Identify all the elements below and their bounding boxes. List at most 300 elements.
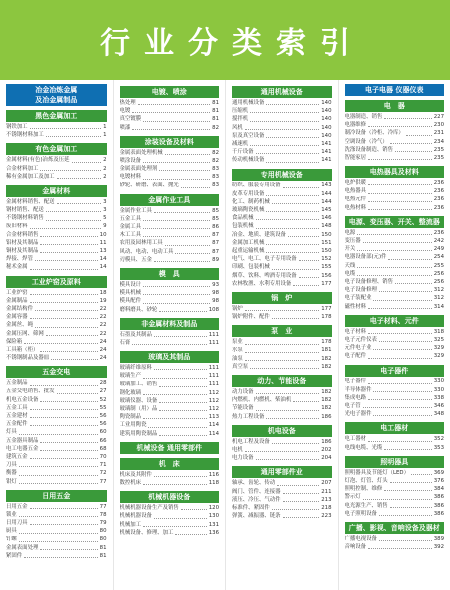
- index-entry[interactable]: [120, 430, 220, 438]
- index-entry[interactable]: [120, 331, 220, 339]
- entry-page-number: 77: [99, 478, 107, 485]
- index-entry[interactable]: [120, 149, 220, 157]
- index-entry[interactable]: [232, 504, 332, 512]
- index-entry[interactable]: [345, 477, 445, 485]
- entry-page-number: 72: [99, 470, 107, 477]
- index-entry[interactable]: [6, 173, 107, 181]
- index-entry[interactable]: [232, 272, 332, 280]
- index-entry[interactable]: [345, 286, 445, 294]
- index-entry[interactable]: [6, 379, 107, 387]
- entry-page-number: 116: [208, 471, 219, 478]
- leader-dots: [143, 286, 210, 287]
- entry-page-number: 52: [99, 396, 107, 403]
- section-heading: 机 床: [120, 458, 220, 470]
- index-entry[interactable]: [232, 404, 332, 412]
- index-entry[interactable]: [6, 131, 107, 139]
- entry-page-number: 1: [103, 123, 107, 130]
- entry-name: 工业用陶瓷: [119, 422, 147, 429]
- index-entry[interactable]: [6, 404, 107, 412]
- leader-dots: [143, 526, 207, 527]
- entry-name: 电子装配业: [344, 295, 372, 302]
- index-entry[interactable]: [345, 493, 445, 501]
- index-entry[interactable]: [120, 381, 220, 389]
- index-entry[interactable]: [232, 132, 332, 140]
- index-entry[interactable]: [345, 196, 445, 204]
- index-entry[interactable]: [6, 214, 107, 222]
- leader-dots: [245, 129, 319, 130]
- entry-name: 电镀材料: [119, 174, 142, 181]
- entry-name: 金属工具: [119, 224, 142, 231]
- entry-name: 钳灯: [6, 478, 17, 485]
- entry-page-number: 86: [212, 224, 219, 231]
- entry-page-number: 70: [99, 453, 107, 460]
- index-entry[interactable]: [6, 461, 107, 469]
- index-entry[interactable]: [232, 305, 332, 313]
- index-entry[interactable]: [232, 99, 332, 107]
- index-entry[interactable]: [6, 239, 107, 247]
- entry-page-number: 141: [321, 157, 332, 164]
- entry-page-number: 87: [212, 248, 219, 255]
- index-entry[interactable]: [345, 179, 445, 187]
- index-entry[interactable]: [6, 313, 107, 321]
- leader-dots: [19, 516, 98, 517]
- entry-page-number: 136: [208, 529, 219, 536]
- index-entry[interactable]: [232, 198, 332, 206]
- index-entry[interactable]: [232, 107, 332, 115]
- index-entry[interactable]: [6, 321, 107, 329]
- leader-dots: [390, 143, 432, 144]
- index-entry[interactable]: [232, 214, 332, 222]
- index-entry[interactable]: [6, 428, 107, 436]
- index-entry[interactable]: [345, 129, 445, 137]
- leader-dots: [384, 449, 431, 450]
- index-entry[interactable]: [345, 294, 445, 302]
- index-entry[interactable]: [120, 512, 220, 520]
- section-heading: 通用机械设备: [232, 86, 332, 98]
- leader-dots: [148, 427, 206, 428]
- entry-page-number: 111: [208, 339, 219, 346]
- index-entry[interactable]: [120, 479, 220, 487]
- index-entry[interactable]: [120, 529, 220, 537]
- index-entry[interactable]: [232, 115, 332, 123]
- entry-page-number: 386: [433, 510, 444, 517]
- leader-dots: [30, 302, 98, 303]
- entry-name: 锅炉: [232, 305, 243, 312]
- index-entry[interactable]: [345, 469, 445, 477]
- entry-page-number: 87: [212, 240, 219, 247]
- index-entry[interactable]: [345, 510, 445, 518]
- index-entry[interactable]: [120, 124, 220, 132]
- index-entry[interactable]: [6, 544, 107, 552]
- index-entry[interactable]: [120, 372, 220, 380]
- index-entry[interactable]: [120, 389, 220, 397]
- index-entry[interactable]: [6, 223, 107, 231]
- index-entry[interactable]: [232, 263, 332, 271]
- index-entry[interactable]: [120, 157, 220, 165]
- leader-dots: [368, 193, 432, 194]
- index-entry[interactable]: [232, 206, 332, 214]
- entry-name: 电力设备: [232, 455, 254, 462]
- entry-name: 刀具: [6, 462, 17, 469]
- entry-name: 模具机械: [119, 290, 142, 297]
- leader-dots: [283, 493, 320, 494]
- index-entry[interactable]: [232, 255, 332, 263]
- index-entry[interactable]: [345, 262, 445, 270]
- index-entry[interactable]: [120, 173, 220, 181]
- entry-page-number: 242: [433, 238, 444, 245]
- entry-name: 金属制品: [6, 297, 28, 304]
- entry-page-number: 182: [321, 363, 332, 370]
- entry-page-number: 186: [321, 413, 332, 420]
- section-heading: 动力、节能设备: [232, 375, 332, 387]
- entry-name: 五金器具制品: [6, 437, 39, 444]
- index-entry[interactable]: [6, 255, 107, 263]
- index-entry[interactable]: [345, 253, 445, 261]
- leader-dots: [40, 244, 97, 245]
- entry-name: 电子元件仪表: [344, 336, 377, 343]
- index-entry[interactable]: [232, 446, 332, 454]
- index-entry[interactable]: [345, 187, 445, 195]
- index-entry[interactable]: [345, 113, 445, 121]
- index-entry[interactable]: [6, 156, 107, 164]
- entry-name: 节能设备: [232, 405, 254, 412]
- index-entry[interactable]: [6, 198, 107, 206]
- entry-page-number: 234: [433, 138, 444, 145]
- entry-name: 机床及其附件: [119, 471, 152, 478]
- entry-page-number: 60: [99, 429, 107, 436]
- entry-page-number: 249: [433, 246, 444, 253]
- entry-name: 热处理: [119, 99, 136, 106]
- index-entry[interactable]: [120, 248, 220, 256]
- entry-name: 锁业: [6, 511, 17, 518]
- index-entry[interactable]: [120, 281, 220, 289]
- leader-dots: [181, 187, 210, 188]
- index-entry[interactable]: [120, 397, 220, 405]
- index-entry[interactable]: [232, 222, 332, 230]
- entry-page-number: 256: [433, 270, 444, 277]
- index-entry[interactable]: [6, 338, 107, 346]
- index-entry[interactable]: [6, 412, 107, 420]
- index-entry[interactable]: [232, 280, 332, 288]
- entry-name: 水泵: [232, 347, 243, 354]
- leader-dots: [19, 475, 98, 476]
- entry-page-number: 177: [321, 305, 332, 312]
- entry-page-number: 236: [433, 188, 444, 195]
- index-entry[interactable]: [232, 239, 332, 247]
- index-entry[interactable]: [232, 338, 332, 346]
- index-entry[interactable]: [6, 511, 107, 519]
- index-entry[interactable]: [120, 182, 220, 190]
- index-entry[interactable]: [232, 355, 332, 363]
- leader-dots: [379, 291, 432, 292]
- entry-name: 电子管: [344, 403, 361, 410]
- index-entry[interactable]: [232, 190, 332, 198]
- index-entry[interactable]: [345, 278, 445, 286]
- entry-page-number: 325: [433, 336, 444, 343]
- entry-name: 金属容器: [6, 314, 28, 321]
- index-entry[interactable]: [345, 352, 445, 360]
- index-entry[interactable]: [6, 346, 107, 354]
- index-entry[interactable]: [120, 504, 220, 512]
- index-entry[interactable]: [6, 123, 107, 131]
- entry-page-number: 79: [99, 520, 107, 527]
- entry-page-number: 182: [321, 355, 332, 362]
- index-entry[interactable]: [6, 330, 107, 338]
- index-entry[interactable]: [345, 444, 445, 452]
- leader-dots: [19, 533, 98, 534]
- index-entry[interactable]: [6, 527, 107, 535]
- entry-page-number: 204: [321, 455, 332, 462]
- leader-dots: [363, 242, 432, 243]
- index-entry[interactable]: [6, 437, 107, 445]
- leader-dots: [143, 228, 210, 229]
- entry-name: 合金材料销售: [6, 231, 39, 238]
- index-entry[interactable]: [120, 223, 220, 231]
- index-entry[interactable]: [232, 413, 332, 421]
- section-heading: 金属材料: [6, 185, 107, 197]
- leader-dots: [30, 417, 98, 418]
- leader-dots: [159, 410, 206, 411]
- index-entry[interactable]: [345, 394, 445, 402]
- index-entry[interactable]: [6, 289, 107, 297]
- index-entry[interactable]: [232, 512, 332, 520]
- index-entry[interactable]: [345, 204, 445, 212]
- index-entry[interactable]: [345, 121, 445, 129]
- entry-name: 弹簧、减振器、链条: [232, 513, 281, 520]
- index-entry[interactable]: [120, 207, 220, 215]
- entry-name: 废旧材料: [6, 223, 28, 230]
- index-entry[interactable]: [6, 354, 107, 362]
- index-entry[interactable]: [120, 289, 220, 297]
- index-entry[interactable]: [232, 496, 332, 504]
- entry-page-number: 81: [212, 99, 219, 106]
- leader-dots: [283, 517, 320, 518]
- entry-page-number: 22: [99, 322, 107, 329]
- entry-page-number: 9: [103, 223, 107, 230]
- entry-page-number: 152: [321, 256, 332, 263]
- index-entry[interactable]: [120, 215, 220, 223]
- leader-dots: [368, 201, 432, 202]
- index-entry[interactable]: [6, 231, 107, 239]
- leader-dots: [143, 121, 210, 122]
- index-entry[interactable]: [345, 410, 445, 418]
- index-entry[interactable]: [120, 239, 220, 247]
- index-entry[interactable]: [345, 402, 445, 410]
- index-entry[interactable]: [120, 231, 220, 239]
- leader-dots: [154, 212, 210, 213]
- index-entry[interactable]: [345, 344, 445, 352]
- entry-name: 钢化玻璃: [119, 389, 142, 396]
- index-entry[interactable]: [120, 339, 220, 347]
- section-heading: 日用五金: [6, 490, 107, 502]
- index-entry[interactable]: [120, 297, 220, 305]
- entry-name: 食品机械: [232, 215, 254, 222]
- index-entry[interactable]: [345, 386, 445, 394]
- index-entry[interactable]: [345, 270, 445, 278]
- index-entry[interactable]: [6, 445, 107, 453]
- index-entry[interactable]: [345, 245, 445, 253]
- entry-page-number: 236: [433, 196, 444, 203]
- index-entry[interactable]: [120, 413, 220, 421]
- index-entry[interactable]: [120, 364, 220, 372]
- section-heading: 机械机器设备: [120, 491, 220, 503]
- entry-page-number: 150: [321, 247, 332, 254]
- index-entry[interactable]: [345, 237, 445, 245]
- index-entry[interactable]: [6, 206, 107, 214]
- index-entry[interactable]: [345, 502, 445, 510]
- entry-name: 电机: [232, 446, 243, 453]
- index-entry[interactable]: [345, 154, 445, 162]
- index-entry[interactable]: [345, 378, 445, 386]
- index-entry[interactable]: [6, 420, 107, 428]
- index-entry[interactable]: [120, 421, 220, 429]
- index-entry[interactable]: [120, 306, 220, 314]
- index-entry[interactable]: [6, 552, 107, 560]
- index-entry[interactable]: [232, 363, 332, 371]
- leader-dots: [154, 336, 207, 337]
- index-entry[interactable]: [232, 396, 332, 404]
- entry-name: 冶金、地质、建筑设备: [232, 231, 286, 238]
- leader-dots: [293, 401, 319, 402]
- index-entry[interactable]: [6, 453, 107, 461]
- index-entry[interactable]: [120, 405, 220, 413]
- entry-name: 五金交电销售、批发: [6, 388, 55, 395]
- entry-name: 泵业: [232, 339, 243, 346]
- index-entry[interactable]: [232, 124, 332, 132]
- index-entry[interactable]: [120, 521, 220, 529]
- index-entry[interactable]: [232, 247, 332, 255]
- index-entry[interactable]: [232, 231, 332, 239]
- index-entry[interactable]: [6, 536, 107, 544]
- index-entry[interactable]: [232, 313, 332, 321]
- entry-name: 动力设备: [232, 389, 254, 396]
- entry-name: 锅炉附件、配件: [232, 314, 270, 321]
- leader-dots: [266, 244, 319, 245]
- entry-page-number: 3: [103, 207, 107, 214]
- index-entry[interactable]: [120, 256, 220, 264]
- index-entry[interactable]: [6, 165, 107, 173]
- leader-dots: [368, 209, 432, 210]
- entry-name: 玻璃陶瓷机械: [232, 207, 265, 214]
- leader-dots: [388, 259, 431, 260]
- leader-dots: [35, 327, 98, 328]
- index-entry[interactable]: [232, 438, 332, 446]
- index-entry[interactable]: [345, 146, 445, 154]
- index-entry[interactable]: [120, 115, 220, 123]
- entry-name: 金属加工机械: [232, 239, 265, 246]
- entry-name: 广播电视设备: [344, 535, 377, 542]
- entry-page-number: 5: [103, 215, 107, 222]
- leader-dots: [30, 524, 98, 525]
- section-heading: 广播、影视、音响设备及器材: [345, 522, 445, 534]
- index-entry[interactable]: [232, 182, 332, 190]
- leader-dots: [373, 300, 431, 301]
- index-entry[interactable]: [6, 297, 107, 305]
- index-entry[interactable]: [6, 305, 107, 313]
- entry-page-number: 13: [99, 248, 107, 255]
- index-entry[interactable]: [6, 478, 107, 486]
- leader-dots: [40, 549, 97, 550]
- entry-name: 陶瓷制品: [119, 414, 142, 421]
- index-entry[interactable]: [345, 485, 445, 493]
- entry-name: 电气、电工、电子专用设备: [232, 256, 297, 263]
- entry-page-number: 144: [321, 198, 332, 205]
- index-entry[interactable]: [6, 263, 107, 271]
- entry-page-number: 71: [99, 462, 107, 469]
- index-entry[interactable]: [345, 435, 445, 443]
- index-entry[interactable]: [232, 454, 332, 462]
- index-entry[interactable]: [345, 138, 445, 146]
- leader-dots: [154, 518, 207, 519]
- leader-dots: [266, 252, 319, 253]
- leader-dots: [368, 548, 432, 549]
- index-entry[interactable]: [6, 396, 107, 404]
- leader-dots: [132, 129, 210, 130]
- entry-name: 纺织、服装专用设备: [232, 182, 281, 189]
- index-entry[interactable]: [232, 347, 332, 355]
- leader-dots: [256, 459, 320, 460]
- leader-dots: [373, 391, 431, 392]
- entry-page-number: 156: [321, 272, 332, 279]
- index-entry[interactable]: [6, 519, 107, 527]
- index-entry[interactable]: [345, 229, 445, 237]
- index-entry[interactable]: [232, 156, 332, 164]
- index-entry[interactable]: [232, 140, 332, 148]
- entry-page-number: 230: [433, 122, 444, 129]
- leader-dots: [40, 170, 101, 171]
- leader-dots: [154, 369, 207, 370]
- entry-page-number: 22: [99, 330, 107, 337]
- entry-page-number: 22: [99, 305, 107, 312]
- entry-page-number: 82: [212, 124, 219, 131]
- index-entry[interactable]: [120, 107, 220, 115]
- leader-dots: [46, 136, 101, 137]
- entry-page-number: 55: [99, 404, 107, 411]
- index-entry[interactable]: [6, 247, 107, 255]
- entry-name: 化工、制药机械: [232, 198, 270, 205]
- index-entry[interactable]: [345, 328, 445, 336]
- leader-dots: [357, 234, 431, 235]
- entry-name: 五金工具: [119, 215, 142, 222]
- entry-page-number: 130: [208, 513, 219, 520]
- index-entry[interactable]: [232, 148, 332, 156]
- leader-dots: [35, 310, 98, 311]
- entry-page-number: 231: [433, 130, 444, 137]
- entry-name: 电炉供暖: [344, 180, 367, 187]
- entry-page-number: 82: [212, 157, 219, 164]
- entry-page-number: 85: [212, 215, 219, 222]
- index-entry[interactable]: [6, 503, 107, 511]
- index-entry[interactable]: [120, 99, 220, 107]
- entry-page-number: 235: [433, 146, 444, 153]
- index-entry[interactable]: [120, 471, 220, 479]
- index-entry[interactable]: [120, 165, 220, 173]
- index-entry[interactable]: [232, 488, 332, 496]
- entry-name: 搅拌机: [232, 116, 249, 123]
- index-entry[interactable]: [6, 388, 107, 396]
- index-entry[interactable]: [345, 336, 445, 344]
- index-entry[interactable]: [345, 543, 445, 551]
- entry-page-number: 2: [103, 157, 107, 164]
- index-entry[interactable]: [6, 469, 107, 477]
- leader-dots: [363, 499, 432, 500]
- index-entry[interactable]: [345, 535, 445, 543]
- index-entry[interactable]: [345, 303, 445, 311]
- index-entry[interactable]: [232, 388, 332, 396]
- entry-name: 变压器: [344, 238, 361, 245]
- index-entry[interactable]: [232, 479, 332, 487]
- entry-name: 金属材料销售、配送: [6, 198, 55, 205]
